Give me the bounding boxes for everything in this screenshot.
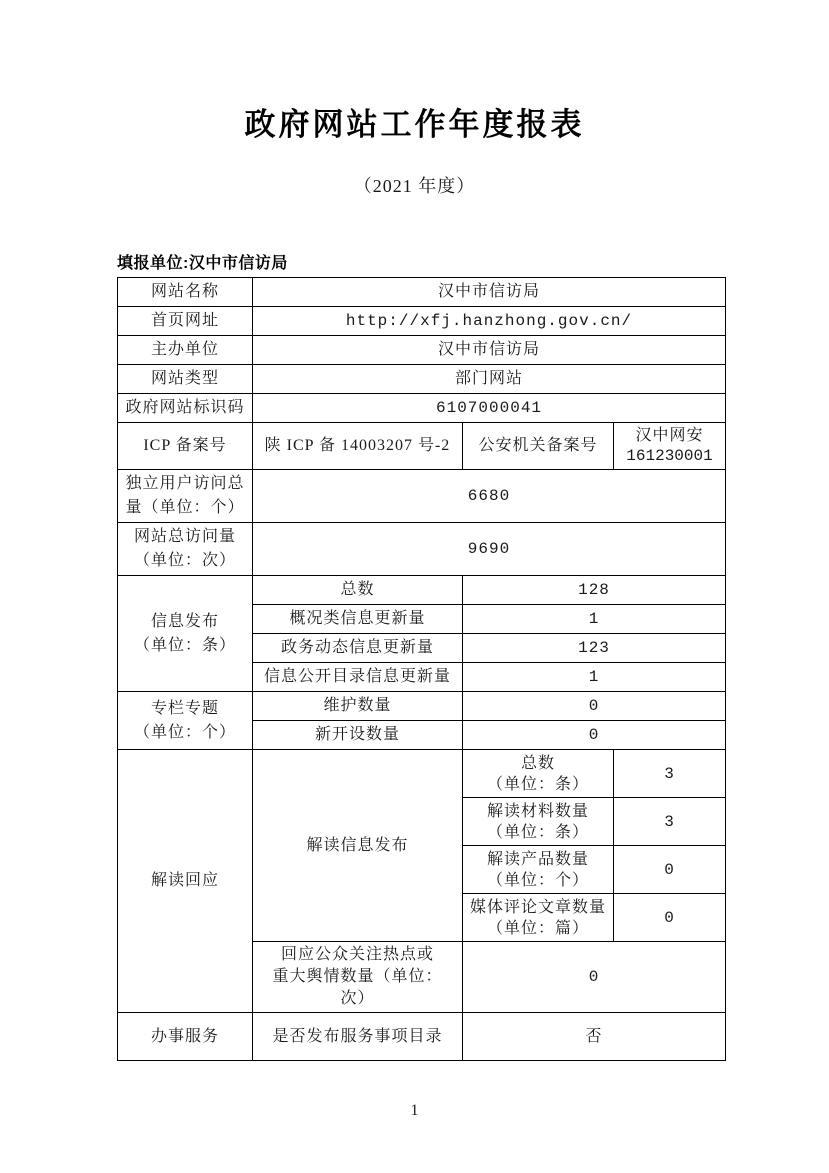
info-publish-row-value: 1: [463, 605, 726, 634]
info-publish-row-value: 123: [463, 634, 726, 663]
info-publish-section-label: [118, 576, 253, 692]
unique-visitors-label: [118, 470, 253, 523]
security-record-label: 公安机关备案号: [463, 423, 614, 470]
interpretation-row-label-line1: 解读产品数量: [486, 850, 589, 868]
website-type-label: 网站类型: [118, 365, 253, 394]
interpretation-row-label-line2: （单位：条）: [486, 775, 589, 793]
table-row: [118, 365, 726, 394]
special-columns-row-label: 维护数量: [253, 692, 463, 721]
hotspot-response-value: 0: [463, 942, 726, 1013]
table-row: [118, 1013, 726, 1061]
interpretation-row-value: 3: [614, 798, 726, 846]
special-columns-row-value: 0: [463, 721, 726, 750]
page-subtitle: （2021 年度）: [353, 176, 476, 196]
table-row: [118, 423, 726, 470]
total-visits-value: 9690: [253, 523, 726, 576]
hotspot-response-label-line1: 回应公众关注热点或: [280, 946, 434, 963]
unique-visitors-value: 6680: [253, 470, 726, 523]
table-row: [118, 307, 726, 336]
security-record-value-line1: 汉中网安: [635, 427, 704, 444]
table-row: [118, 692, 726, 721]
special-columns-label-line2: （单位：个）: [133, 723, 236, 741]
special-columns-row-label: 新开设数量: [253, 721, 463, 750]
table-row: [118, 576, 726, 605]
total-visits-label-line1: 网站总访问量: [133, 528, 236, 545]
table-row: [118, 394, 726, 423]
unique-visitors-label-line2: 量（单位：个）: [125, 499, 245, 516]
icp-value: 陕 ICP 备 14003207 号-2: [253, 423, 463, 470]
site-code-label: 政府网站标识码: [118, 394, 253, 423]
interpretation-release-label: 解读信息发布: [253, 750, 463, 942]
total-visits-label-line2: （单位：次）: [133, 552, 236, 569]
info-publish-row-label: 概况类信息更新量: [253, 605, 463, 634]
organizer-value: 汉中市信访局: [253, 336, 726, 365]
info-publish-row-label: 总数: [253, 576, 463, 605]
table-row: [118, 336, 726, 365]
table-row: [118, 750, 726, 798]
homepage-url-value: http://xfj.hanzhong.gov.cn/: [253, 307, 726, 336]
website-name-label: 网站名称: [118, 278, 253, 307]
page-title: 政府网站工作年度报表: [244, 107, 585, 142]
special-columns-row-value: 0: [463, 692, 726, 721]
special-columns-section-label: [118, 692, 253, 750]
interpretation-row-value: 0: [614, 846, 726, 894]
hotspot-response-label-line3: 次）: [340, 990, 375, 1007]
interpretation-row-value: 3: [614, 750, 726, 798]
site-code-value: 6107000041: [253, 394, 726, 423]
hotspot-response-label: [253, 942, 463, 1013]
services-row-label: 是否发布服务事项目录: [253, 1013, 463, 1061]
interpretation-row-label-line1: 媒体评论文章数量: [469, 898, 606, 916]
security-record-value-line2: 161230001: [626, 447, 713, 465]
homepage-url-label: 首页网址: [118, 307, 253, 336]
unique-visitors-label-line1: 独立用户访问总: [125, 475, 245, 492]
services-row-value: 否: [463, 1013, 726, 1061]
table-row: [118, 470, 726, 523]
page-number: 1: [410, 1102, 419, 1119]
hotspot-response-label-line2: 重大舆情数量（单位：: [272, 968, 443, 985]
interpretation-row-label: [463, 894, 614, 942]
security-record-value: [614, 423, 726, 470]
interpretation-row-label-line2: （单位：篇）: [486, 919, 589, 937]
info-publish-label-line1: 信息发布: [150, 612, 219, 630]
annual-report-table: [117, 277, 726, 1061]
table-row: [118, 523, 726, 576]
interpretation-section-label: 解读回应: [118, 750, 253, 1013]
total-visits-label: [118, 523, 253, 576]
services-section-label: 办事服务: [118, 1013, 253, 1061]
interpretation-row-label: [463, 750, 614, 798]
interpretation-row-value: 0: [614, 894, 726, 942]
info-publish-row-value: 128: [463, 576, 726, 605]
info-publish-row-label: 政务动态信息更新量: [253, 634, 463, 663]
website-name-value: 汉中市信访局: [253, 278, 726, 307]
interpretation-row-label-line1: 解读材料数量: [486, 802, 589, 820]
interpretation-row-label: [463, 798, 614, 846]
table-row: [118, 278, 726, 307]
interpretation-row-label: [463, 846, 614, 894]
interpretation-row-label-line1: 总数: [520, 754, 555, 772]
special-columns-label-line1: 专栏专题: [150, 699, 219, 717]
organizer-label: 主办单位: [118, 336, 253, 365]
info-publish-row-value: 1: [463, 663, 726, 692]
info-publish-row-label: 信息公开目录信息更新量: [253, 663, 463, 692]
info-publish-label-line2: （单位：条）: [133, 636, 236, 654]
interpretation-row-label-line2: （单位：个）: [486, 871, 589, 889]
interpretation-row-label-line2: （单位：条）: [486, 823, 589, 841]
website-type-value: 部门网站: [253, 365, 726, 394]
icp-label: ICP 备案号: [118, 423, 253, 470]
reporting-unit: 填报单位:汉中市信访局: [117, 255, 288, 272]
